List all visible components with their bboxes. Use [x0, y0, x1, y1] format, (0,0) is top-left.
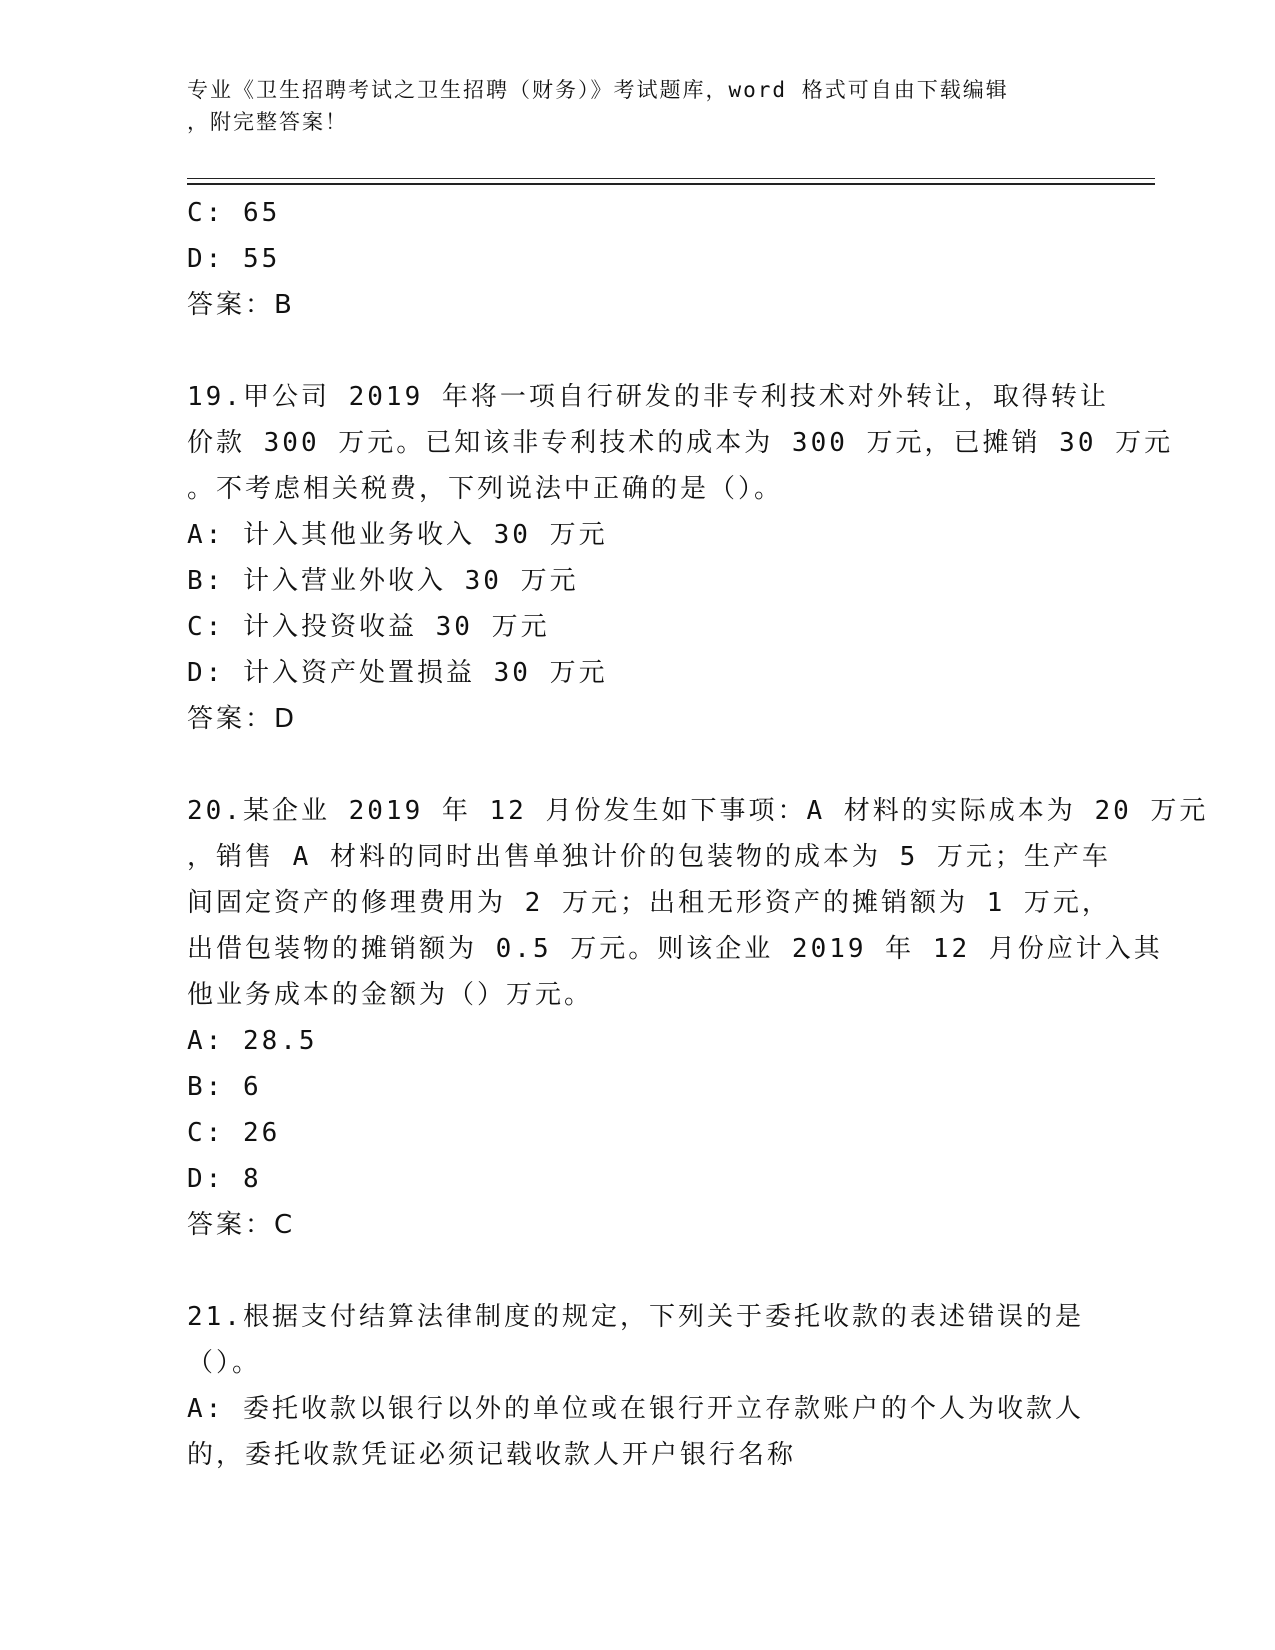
header-rule-thin [187, 178, 1155, 179]
answer-line: 答案：D [187, 704, 298, 734]
option-line: C: 26 [187, 1118, 281, 1148]
question-stem-line: 21.根据支付结算法律制度的规定，下列关于委托收款的表述错误的是 [187, 1302, 1084, 1332]
question-stem-line: ，销售 A 材料的同时出售单独计价的包装物的成本为 5 万元；生产车 [187, 842, 1111, 872]
option-line: C: 计入投资收益 30 万元 [187, 612, 550, 642]
option-line: A: 计入其他业务收入 30 万元 [187, 520, 608, 550]
question-stem-line: 间固定资产的修理费用为 2 万元；出租无形资产的摊销额为 1 万元， [187, 888, 1111, 918]
question-stem-line: 他业务成本的金额为（）万元。 [187, 980, 594, 1010]
spacer [187, 1248, 1087, 1294]
spacer [187, 742, 1087, 788]
question-content [187, 190, 1209, 1478]
header-line-1: 专业《卫生招聘考试之卫生招聘（财务）》考试题库，word 格式可自由下载编辑 [187, 78, 1009, 102]
option-line: D: 计入资产处置损益 30 万元 [187, 658, 608, 688]
option-line: D: 8 [187, 1164, 262, 1194]
question-stem-line: 19.甲公司 2019 年将一项自行研发的非专利技术对外转让，取得转让 [187, 382, 1109, 412]
question-stem-line: 20.某企业 2019 年 12 月份发生如下事项：A 材料的实际成本为 20 万元 [187, 796, 1209, 826]
option-line: B: 计入营业外收入 30 万元 [187, 566, 579, 596]
question-stem-line: 价款 300 万元。已知该非专利技术的成本为 300 万元，已摊销 30 万元 [187, 428, 1174, 458]
option-line: 的，委托收款凭证必须记载收款人开户银行名称 [187, 1440, 797, 1470]
question-stem-line: 。不考虑相关税费，下列说法中正确的是（）。 [187, 474, 784, 504]
answer-line: 答案：C [187, 1210, 296, 1240]
option-line: D: 55 [187, 244, 281, 274]
option-line: A: 委托收款以银行以外的单位或在银行开立存款账户的个人为收款人 [187, 1394, 1084, 1424]
question-stem-line: （）。 [187, 1348, 262, 1378]
question-stem-line: 出借包装物的摊销额为 0.5 万元。则该企业 2019 年 12 月份应计入其 [187, 934, 1163, 964]
option-line: C: 65 [187, 198, 281, 228]
answer-line: 答案：B [187, 290, 295, 320]
spacer [187, 328, 1087, 374]
document-header [187, 74, 1087, 138]
header-rule-thick [187, 183, 1155, 185]
option-line: A: 28.5 [187, 1026, 318, 1056]
header-line-2: ，附完整答案！ [187, 110, 348, 134]
option-line: B: 6 [187, 1072, 262, 1102]
